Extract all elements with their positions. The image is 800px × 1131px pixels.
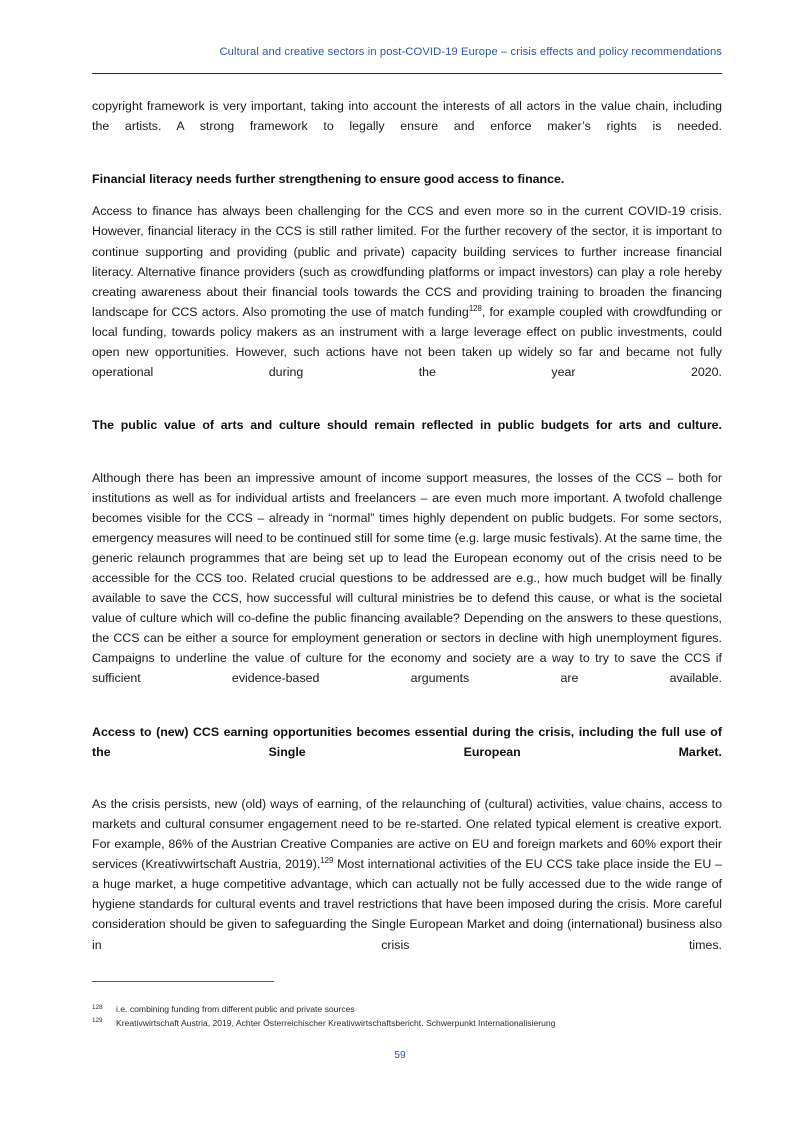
heading-financial-literacy-text: Financial literacy needs further strengthening to ensure good access to finance.	[92, 172, 565, 187]
paragraph-access-to-finance-text-a: Access to finance has always been challenging for the CCS and even more so in the current COVID-19 crisis. However, financial literacy in the CCS is still rather limited. For the further recovery of the sector, it is important to continue supporting and providing (public and private) capacity building services to further increase financial literacy. Alternative finance providers (such as crowdfunding platforms or impact investors) can play a role hereby creating awareness about their financial tools towards the CCS and providing training to broaden the financing landscape for CCS actors. Also promoting the use of match funding	[92, 204, 722, 319]
paragraph-access-to-finance-text-b: , for example coupled with crowdfunding or local funding, towards policy makers as an instrument with a large leverage effect on public investments, could open new opportunities. However, such actions have not been taken up widely so far and became not fully operational during the year 2020.	[92, 304, 722, 380]
heading-public-value-arts-culture-text: The public value of arts and culture should remain reflected in public budgets for arts and culture.	[92, 418, 722, 433]
footnote-number: 128	[92, 1003, 103, 1011]
spacer	[92, 189, 722, 201]
footnote-separator-rule	[92, 981, 274, 982]
spacer	[92, 782, 722, 794]
footnote-marker-129[interactable]: 129	[320, 856, 334, 866]
page-number: 59	[394, 1050, 406, 1061]
paragraph-access-to-finance	[92, 201, 722, 402]
footnote-item	[92, 1003, 722, 1017]
footnote-number: 129	[92, 1017, 103, 1025]
heading-financial-literacy	[92, 169, 722, 189]
paragraph-income-support-losses-text: Although there has been an impressive amount of income support measures, the losses of the CCS – both for institutions as well as for individual artists and freelancers – are even much more important. A twofold challenge becomes visible for the CCS – already in “normal” times highly dependent on public budgets. For some sectors, emergency measures will need to be continued still for some time (e.g. large music festivals). At the same time, the generic relaunch programmes that are being set up to lead the European economy out of the crisis need to be accessible for the CCS too. Related crucial questions to be addressed are e.g., how much budget will be finally available to save the CCS, how successful will cultural ministries be to defend this cause, or what is the societal value of culture which will co-define the public financing available? Depending on the answers to these questions, the CCS can be either a source for employment generation or sectors in decline with high unemployment figures. Campaigns to underline the value of culture for the economy and society are a way to try to save the CCS if sufficient evidence-based arguments are available.	[92, 470, 722, 686]
heading-ccs-earning-opportunities-text: Access to (new) CCS earning opportunities becomes essential during the crisis, including the full use of the Single European Market.	[92, 724, 722, 759]
heading-ccs-earning-opportunities	[92, 722, 722, 782]
spacer	[92, 402, 722, 415]
spacer	[92, 709, 722, 722]
paragraph-income-support-losses	[92, 468, 722, 709]
paragraph-creative-export	[92, 794, 722, 975]
footnote-list	[92, 1003, 722, 1030]
spacer	[92, 156, 722, 169]
spacer	[92, 456, 722, 468]
heading-public-value-arts-culture	[92, 415, 722, 455]
paragraph-creative-export-text-a: As the crisis persists, new (old) ways of earning, of the relaunching of (cultural) activities, value chains, access to markets and cultural consumer engagement need to be re-started. One related typical element is creative export. For example, 86% of the Austrian Creative Companies are active on EU and foreign markets and 60% export their services (Kreativwirtschaft Austria, 2019).	[92, 796, 722, 872]
footnote-text: Kreativwirtschaft Austria, 2019, Achter Österreichischer Kreativwirtschaftsbericht. Schwerpunkt Internationalisierung	[116, 1017, 556, 1028]
footnote-marker-128[interactable]: 128	[468, 303, 482, 313]
footnote-text: i.e. combining funding from different public and private sources	[116, 1004, 355, 1014]
header-divider-rule	[92, 73, 722, 74]
running-header-title: Cultural and creative sectors in post-COVID-19 Europe – crisis effects and policy recommendations	[219, 46, 722, 58]
paragraph-creative-export-text-b: Most international activities of the EU CCS take place inside the EU – a huge market, a huge competitive advantage, which can actually not be fully accessed due to the wide range of hygiene standards for cultural events and travel restrictions that have been imposed during the crisis. More careful consideration should be given to safeguarding the Single European Market and doing (international) business also in crisis times.	[92, 857, 722, 952]
footnote-item	[92, 1017, 722, 1031]
paragraph-copyright-framework-text: copyright framework is very important, taking into account the interests of all actors in the value chain, including the artists. A strong framework to legally ensure and enforce maker’s rights is needed.	[92, 99, 722, 134]
body-content	[92, 96, 722, 975]
paragraph-copyright-framework	[92, 96, 722, 156]
